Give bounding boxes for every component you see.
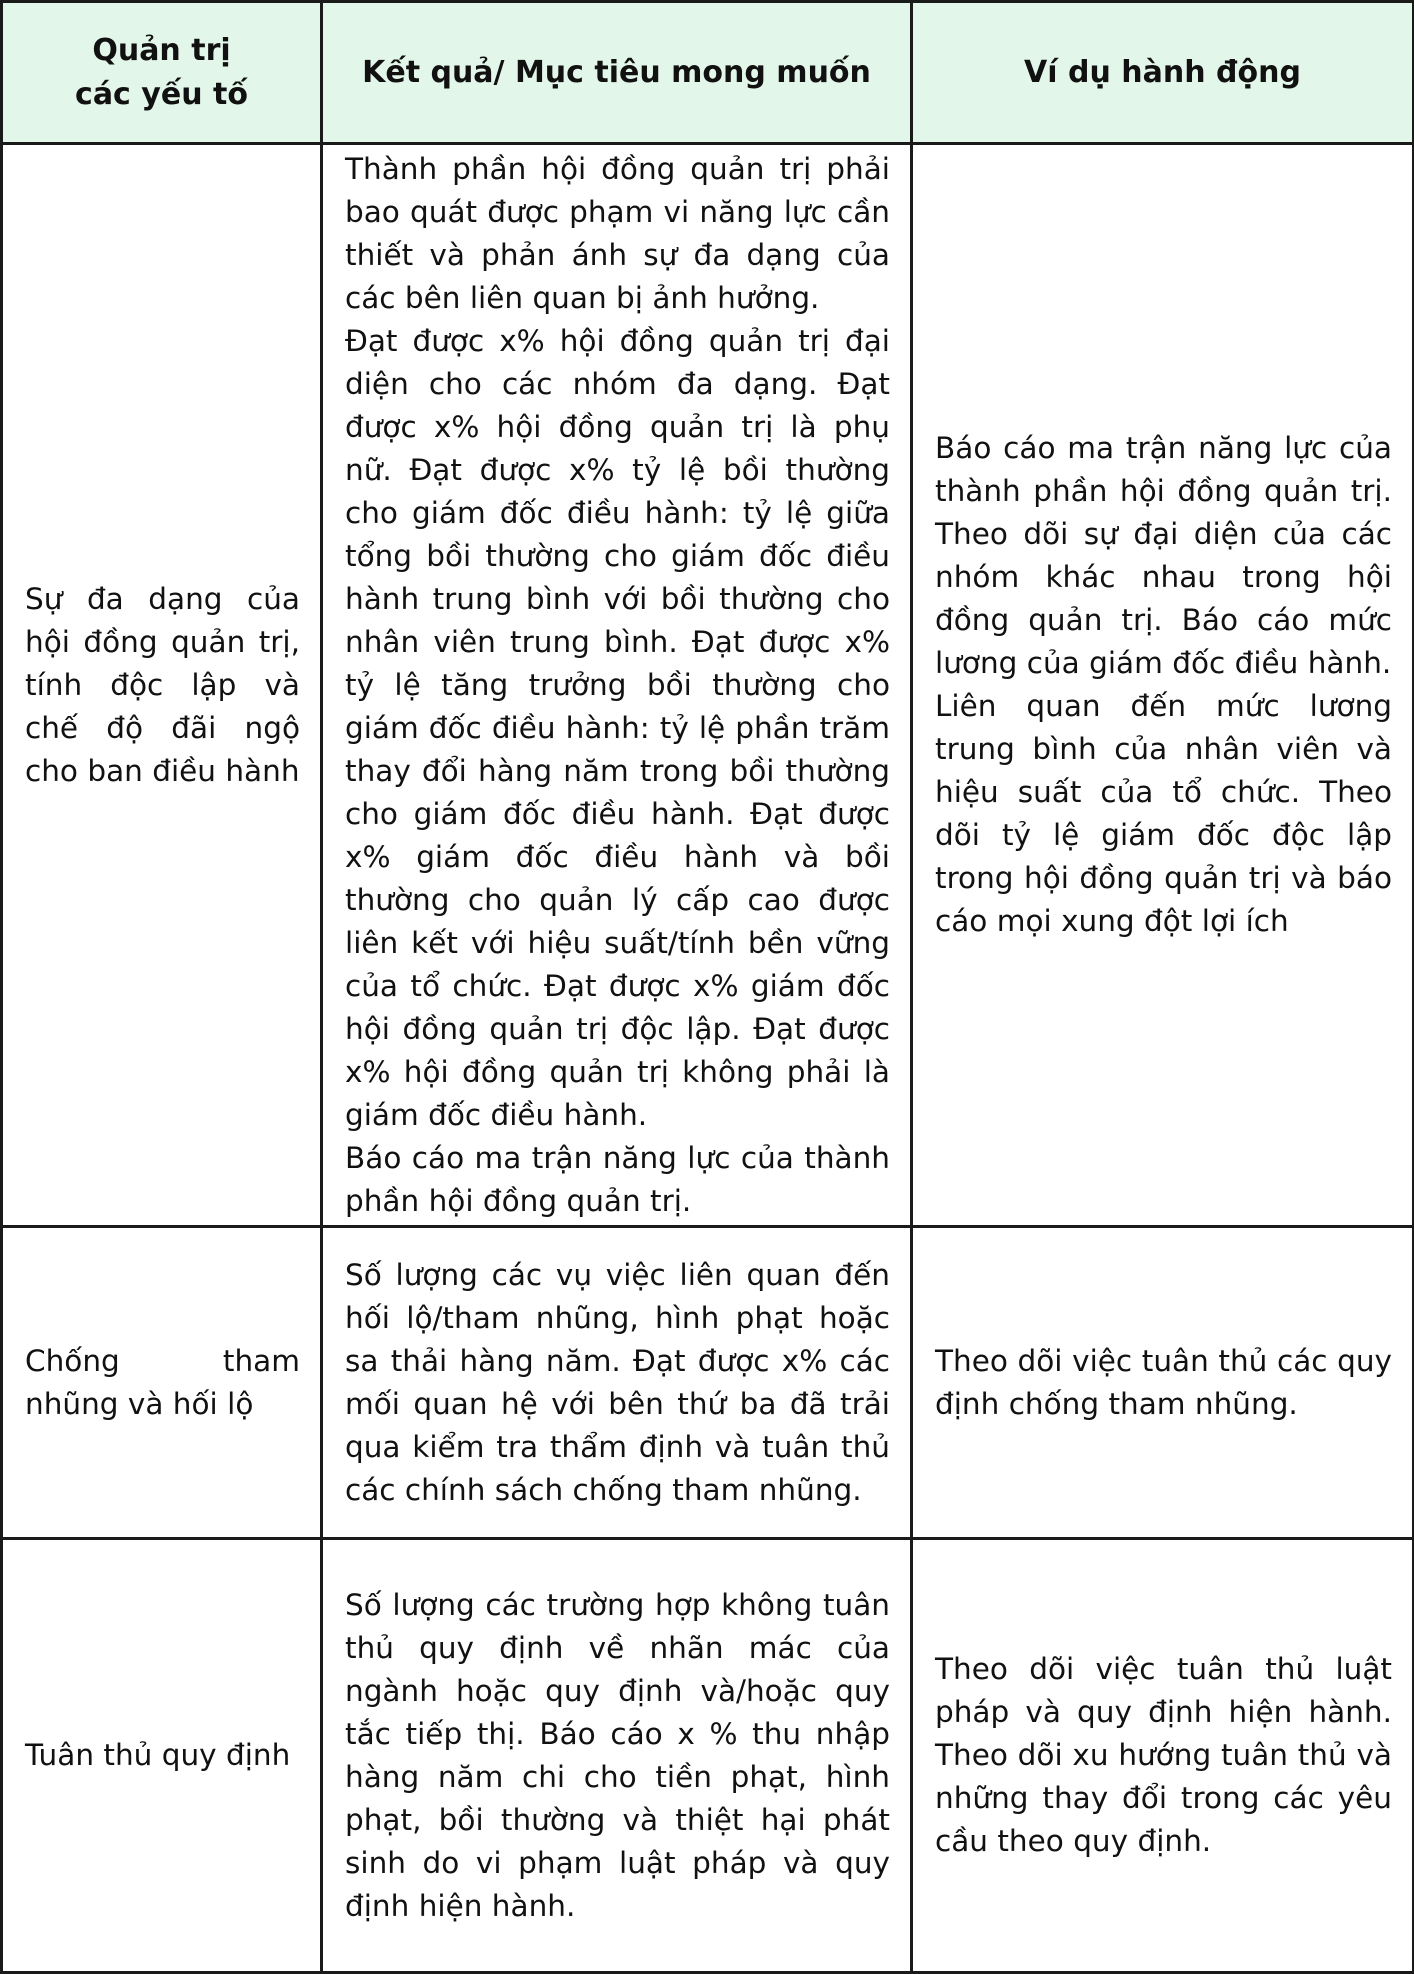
header-row — [2, 2, 1414, 144]
header-outcome: Kết quả/ Mục tiêu mong muốn — [322, 2, 912, 144]
action-paragraph: Báo cáo ma trận năng lực của thành phần hội đồng quản trị. Theo dõi sự đại diện của các nhóm khác nhau trong hội đồng quản trị. Báo cáo mức lương của giám đốc điều hành. — [935, 431, 1392, 680]
action-paragraph: Theo dõi việc tuân thủ luật pháp và quy định hiện hành. Theo dõi xu hướng tuân thủ và những thay đổi trong các yêu cầu theo quy định. — [935, 1652, 1392, 1858]
action-cell — [912, 1539, 1414, 1973]
outcome-cell — [322, 144, 912, 1227]
outcome-paragraph: Đạt được x% hội đồng quản trị đại diện cho các nhóm đa dạng. Đạt được x% hội đồng quản trị là phụ nữ. Đạt được x% tỷ lệ bồi thường cho giám đốc điều hành: tỷ lệ giữa tổng bồi thường cho giám đốc điều hành trung bình với bồi thường cho nhân viên trung bình. Đạt được x% tỷ lệ tăng trưởng bồi thường cho giám đốc điều hành: tỷ lệ phần trăm thay đổi hàng năm trong bồi thường cho giám đốc điều hành. Đạt được x% giám đốc điều hành và bồi thường cho quản lý cấp cao được liên kết với hiệu suất/tính bền vững của tổ chức. Đạt được x% giám đốc hội đồng quản trị độc lập. Đạt được x% hội đồng quản trị không phải là giám đốc điều hành. — [345, 323, 890, 1132]
factor-cell: Sự đa dạng của hội đồng quản trị, tính độc lập và chế độ đãi ngộ cho ban điều hành — [2, 144, 322, 1227]
table-row — [2, 1227, 1414, 1539]
action-cell — [912, 1227, 1414, 1539]
header-factor — [2, 2, 322, 144]
outcome-paragraph: Thành phần hội đồng quản trị phải bao quát được phạm vi năng lực cần thiết và phản ánh sự đa dạng của các bên liên quan bị ảnh hưởng. — [345, 151, 890, 315]
header-action: Ví dụ hành động — [912, 2, 1414, 144]
header-factor-line-2: các yếu tố — [75, 76, 248, 112]
table-row — [2, 1539, 1414, 1973]
outcome-cell — [322, 1227, 912, 1539]
factor-cell: Chống tham nhũng và hối lộ — [2, 1227, 322, 1539]
header-factor-line-1: Quản trị — [92, 32, 231, 68]
action-cell — [912, 144, 1414, 1227]
table-row — [2, 144, 1414, 1227]
outcome-paragraph: Số lượng các vụ việc liên quan đến hối lộ/tham nhũng, hình phạt hoặc sa thải hàng năm. Đạt được x% các mối quan hệ với bên thứ ba đã trải qua kiểm tra thẩm định và tuân thủ các chính sách chống tham nhũng. — [345, 1257, 890, 1507]
outcome-cell — [322, 1539, 912, 1973]
action-paragraph: Theo dõi việc tuân thủ các quy định chống tham nhũng. — [935, 1343, 1392, 1421]
factor-cell: Tuân thủ quy định — [2, 1539, 322, 1973]
action-paragraph: Liên quan đến mức lương trung bình của nhân viên và hiệu suất của tổ chức. Theo dõi tỷ lệ giám đốc độc lập trong hội đồng quản trị và báo cáo mọi xung đột lợi ích — [935, 689, 1392, 938]
outcome-paragraph: Báo cáo ma trận năng lực của thành phần hội đồng quản trị. — [345, 1140, 890, 1218]
outcome-paragraph: Số lượng các trường hợp không tuân thủ quy định về nhãn mác của ngành hoặc quy định và/hoặc quy tắc tiếp thị. Báo cáo x % thu nhập hàng năm chi cho tiền phạt, hình phạt, bồi thường và thiệt hại phát sinh do vi phạm luật pháp và quy định hiện hành. — [345, 1587, 890, 1923]
